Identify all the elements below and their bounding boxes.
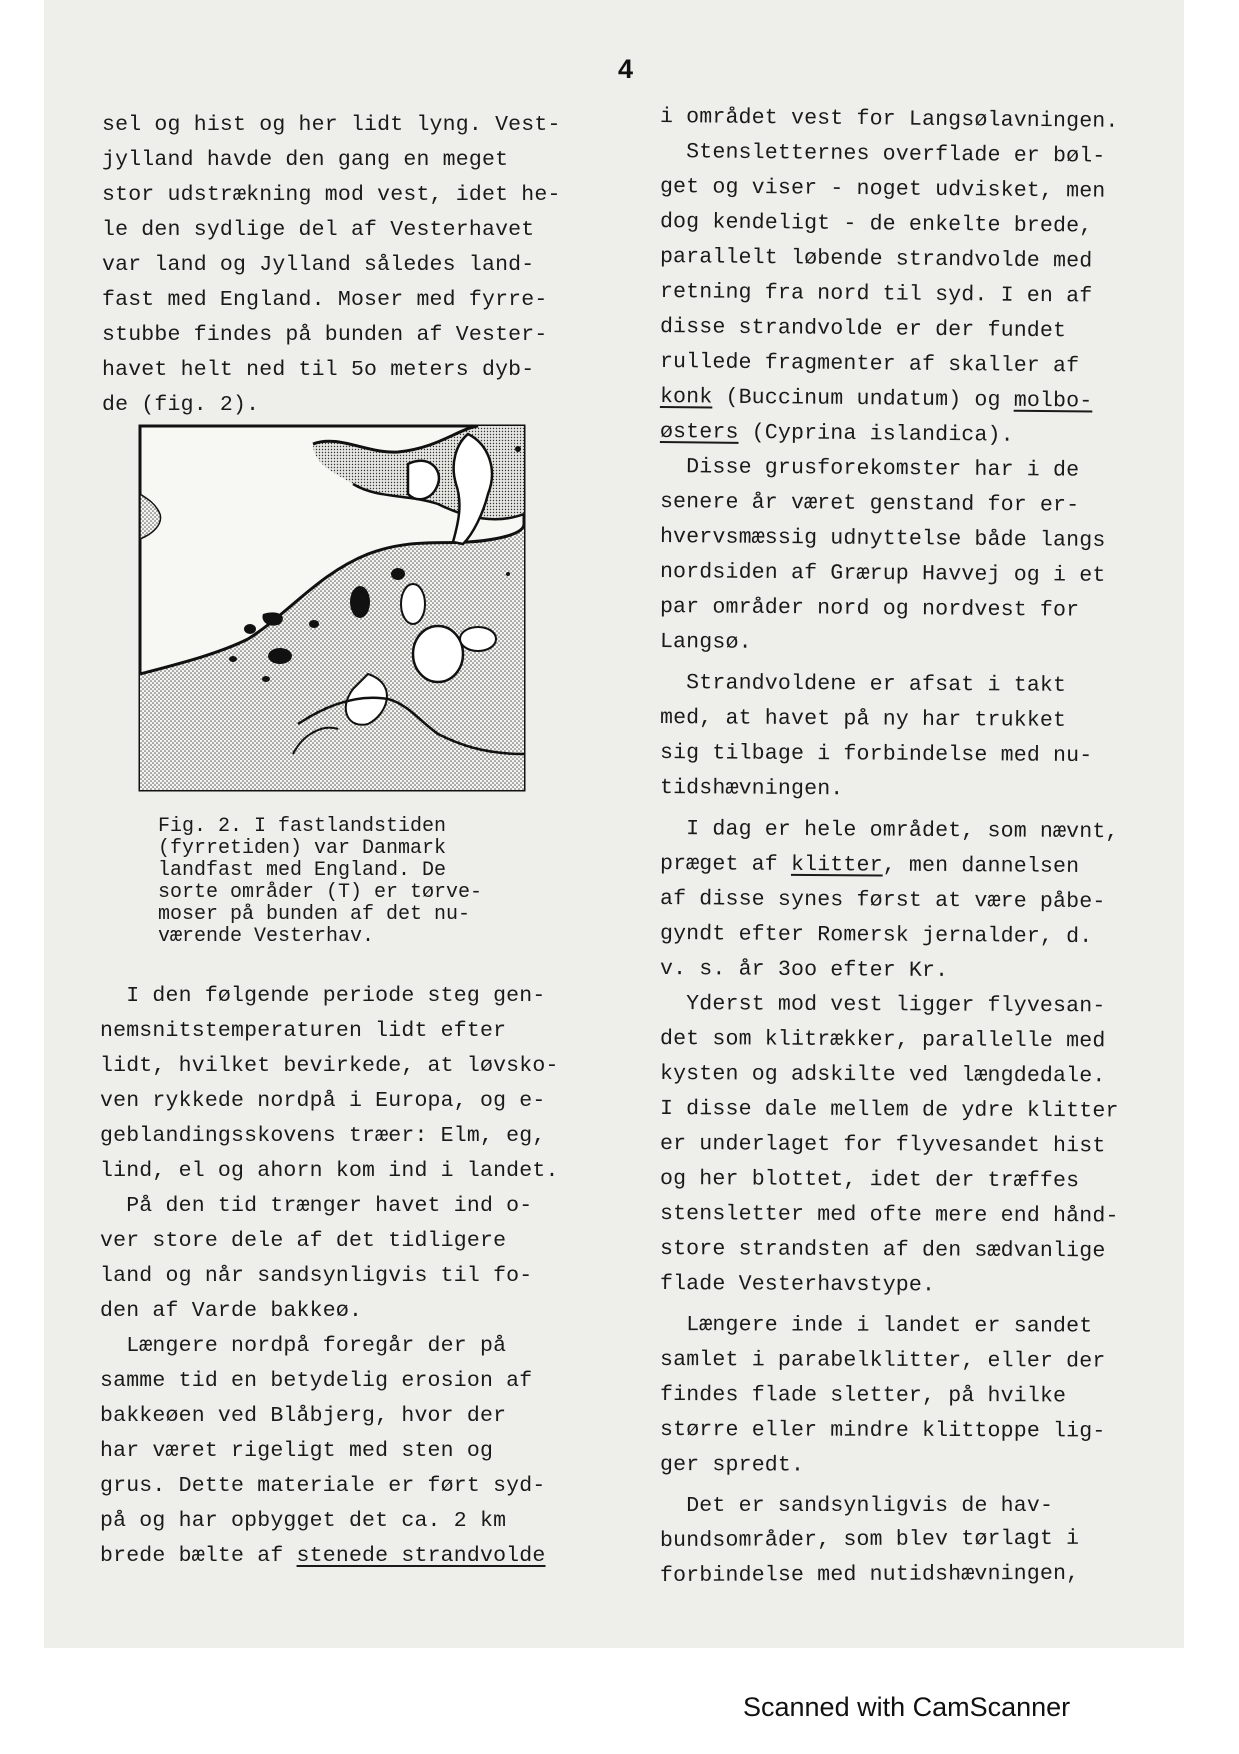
text-line: Længere inde i landet er sandet [659, 1313, 1093, 1339]
text-line: I disse dale mellem de ydre klitter [659, 1097, 1119, 1124]
text-line: i området vest for Langsølavningen. [659, 105, 1119, 134]
text-line: lind, el og ahorn kom ind i landet. [100, 1159, 559, 1183]
text-line: Langsø. [659, 630, 752, 655]
text-line: på og har opbygget det ca. 2 km [100, 1509, 507, 1533]
text-line: stensletter med ofte mere end hånd- [659, 1202, 1119, 1229]
text-line: har været rigeligt med sten og [100, 1439, 494, 1463]
text-line: geblandingsskovens træer: Elm, eg, [100, 1124, 546, 1148]
text-line: dog kendeligt - de enkelte brede, [659, 210, 1093, 239]
text-line: samlet i parabelklitter, eller der [659, 1348, 1106, 1374]
text-line: Disse grusforekomster har i de [659, 455, 1080, 483]
text-line: rullede fragmenter af skaller af [659, 350, 1080, 379]
figure-caption [158, 816, 578, 948]
underlined-term: konk [659, 385, 713, 410]
text-line: v. s. år 3oo efter Kr. [659, 957, 949, 984]
caption-line: værende Vesterhav. [158, 925, 375, 948]
text-line: Det er sandsynligvis de hav- [660, 1494, 1054, 1518]
text-line: var land og Jylland således land- [102, 253, 535, 277]
text-fragment: præget af [659, 852, 792, 877]
text-line: grus. Dette materiale er ført syd- [100, 1474, 546, 1498]
underlined-term: molbo- [1013, 388, 1093, 414]
text-line: På den tid trænger havet ind o- [100, 1194, 533, 1218]
text-line: nemsnitstemperaturen lidt efter [100, 1019, 507, 1043]
text-line-last [100, 1539, 630, 1574]
underlined-term: østers [659, 420, 739, 445]
text-line: get og viser - noget udvisket, men [659, 175, 1106, 204]
right-column [660, 100, 1180, 1594]
underlined-term: klitter [790, 852, 883, 878]
text-fragment: brede bælte af [100, 1544, 297, 1568]
left-column-top [102, 108, 622, 423]
text-line: de (fig. 2). [102, 393, 260, 417]
text-line: lidt, hvilket bevirkede, at løvsko- [100, 1054, 559, 1078]
page-number: 4 [618, 54, 634, 84]
left-column-bottom [100, 979, 630, 1574]
text-line: store strandsten af den sædvanlige [659, 1237, 1106, 1264]
text-line: ven rykkede nordpå i Europa, og e- [100, 1089, 546, 1113]
text-line: Yderst mod vest ligger flyvesan- [659, 992, 1106, 1019]
text-line: sel og hist og her lidt lyng. Vest- [102, 113, 561, 137]
text-line: med, at havet på ny har trukket [659, 706, 1067, 733]
text-line: ger spredt. [659, 1453, 805, 1478]
text-line: parallelt løbende strandvolde med [659, 245, 1093, 274]
text-line-konk [660, 380, 1180, 420]
text-line: Længere nordpå foregår der på [100, 1334, 507, 1358]
caption-line: moser på bunden af det nu- [158, 903, 471, 926]
caption-line: sorte områder (T) er tørve- [158, 881, 483, 904]
text-line: stubbe findes på bunden af Vester- [102, 323, 548, 347]
text-line: den af Varde bakkeø. [100, 1299, 363, 1323]
text-line: Strandvoldene er afsat i takt [659, 671, 1067, 698]
text-line: hvervsmæssig udnyttelse både langs [659, 525, 1106, 553]
text-line: le den sydlige del af Vesterhavet [102, 218, 535, 242]
text-line: nordsiden af Grærup Havvej og i et [659, 560, 1106, 588]
text-line: fast med England. Moser med fyrre- [102, 288, 548, 312]
text-line: forbindelse med nutidshævningen, [659, 1561, 1080, 1588]
text-line: kysten og adskilte ved længdedale. [659, 1062, 1106, 1089]
text-line: sig tilbage i forbindelse med nu- [659, 741, 1093, 769]
text-line: jylland havde den gang en meget [102, 148, 509, 172]
text-fragment: , men dannelsen [882, 853, 1080, 879]
text-line: samme tid en betydelig erosion af [100, 1369, 533, 1393]
caption-line: (fyrretiden) var Danmark [158, 837, 447, 860]
text-line: flade Vesterhavstype. [659, 1272, 936, 1298]
text-fragment: (Cyprina islandica). [738, 420, 1014, 448]
figure-map-fastlandstiden [138, 424, 526, 792]
text-line: større eller mindre klittoppe lig- [659, 1418, 1106, 1444]
caption-line: Fig. 2. I fastlandstiden [158, 815, 447, 838]
text-line: I dag er hele området, som nævnt, [659, 817, 1119, 845]
text-line: senere år været genstand for er- [659, 490, 1080, 518]
text-line: er underlaget for flyvesandet hist [659, 1132, 1106, 1159]
text-line: par områder nord og nordvest for [659, 595, 1080, 623]
text-line: bakkeøen ved Blåbjerg, hvor der [100, 1404, 507, 1428]
text-line: I den følgende periode steg gen- [100, 984, 546, 1008]
text-line: af disse synes først at være påbe- [659, 887, 1106, 915]
text-line: og her blottet, idet der træffes [659, 1167, 1080, 1194]
text-line: stor udstrækning mod vest, idet he- [102, 183, 561, 207]
text-line: det som klitrækker, parallelle med [659, 1027, 1106, 1054]
text-fragment: (Buccinum undatum) og [712, 385, 1014, 413]
text-line-osters [660, 415, 1180, 455]
text-line: havet helt ned til 5o meters dyb- [102, 358, 535, 382]
text-line: ver store dele af det tidligere [100, 1229, 507, 1253]
text-line: findes flade sletter, på hvilke [659, 1383, 1067, 1409]
text-line: gyndt efter Romersk jernalder, d. [659, 922, 1093, 950]
text-line-klitter [660, 847, 1180, 886]
text-line: retning fra nord til syd. I en af [659, 280, 1093, 309]
text-line: Stensletternes overflade er bøl- [659, 140, 1106, 169]
text-line: tidshævningen. [659, 776, 844, 802]
underlined-term: stenede strandvolde [296, 1544, 546, 1568]
text-line: bundsområder, som blev tørlagt i [659, 1526, 1080, 1553]
camscanner-watermark: Scanned with CamScanner [743, 1692, 1071, 1722]
text-line: disse strandvolde er der fundet [659, 315, 1067, 344]
caption-line: landfast med England. De [158, 859, 447, 882]
text-line: land og når sandsynligvis til fo- [100, 1264, 533, 1288]
